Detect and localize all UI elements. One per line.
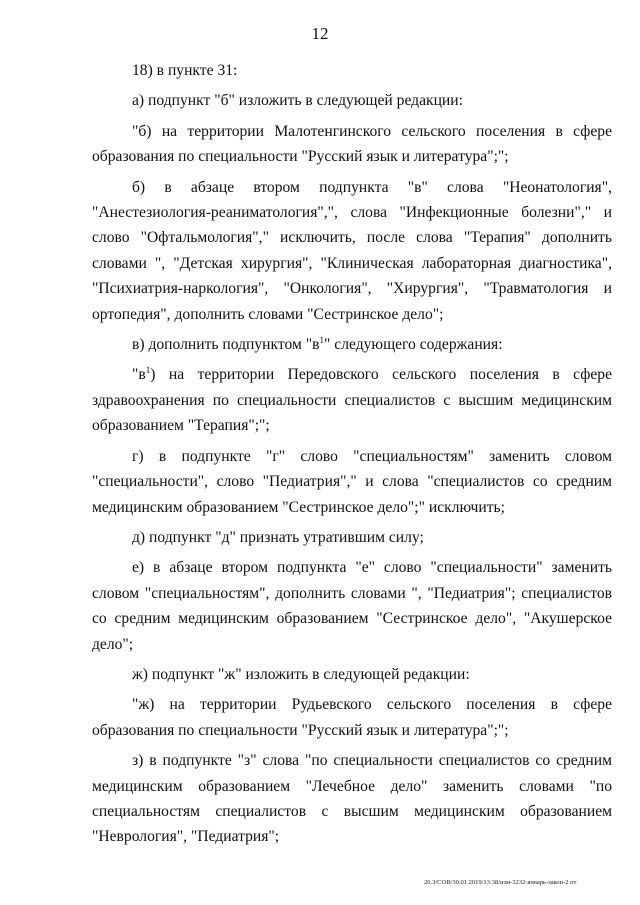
paragraph-point-18: 18) в пункте 31:: [132, 62, 238, 79]
paragraph-subpoint-z: з) в подпункте "з" слова "по специальности специалистов со средним медицинским образованием "Лечебное дело" заменить словами "по специальностям специалистов с высшим медицинским образованием "Неврология", "Педиатрия";: [92, 752, 612, 846]
superscript-marker: 1: [319, 334, 325, 345]
document-footer: 20.3/СОВ/30.01.2019/13:38/изм-3232-январь-закон-2 пт: [424, 879, 577, 886]
paragraph-subpoint-d: д) подпункт "д" признать утратившим силу;: [132, 528, 424, 546]
paragraph-quote-v1-text: ) на территории Передовского сельского поселения в сфере здравоохранения по специальности специалистов с высшим медицинским образованием "Терапия";";: [92, 366, 612, 435]
paragraph-subpoint-zh: ж) подпункт "ж" изложить в следующей редакции:: [132, 665, 470, 683]
paragraph-subpoint-v: [92, 332, 612, 357]
paragraph-quote-b: "б) на территории Малотенгинского сельского поселения в сфере образования по специальности "Русский язык и литература";";: [92, 122, 612, 166]
paragraph-subpoint-g: г) в подпункте "г" слово "специальностям" заменить словом "специальности", слово "Педиатрия"," и слова "специалистов со средним медицинским образованием "Сестринское дело";" исключить;: [92, 447, 612, 516]
page-number: 12: [311, 24, 329, 43]
paragraph-quote-zh: "ж) на территории Рудьевского сельского поселения в сфере образования по специальности "Русский язык и литература";";: [92, 696, 612, 739]
paragraph-subpoint-a: а) подпункт "б" изложить в следующей редакции:: [132, 92, 463, 110]
paragraph-subpoint-v-text: в) дополнить подпунктом "в: [132, 336, 320, 354]
paragraph-quote-v1: [92, 362, 612, 438]
paragraph-subpoint-e: е) в абзаце втором подпункта "е" слово "специальности" заменить словом "специальностям", дополнить словами ", "Педиатрия"; специалистов со средним медицинским образованием "Сестринское дело", "Акушерское дело";: [92, 559, 612, 653]
paragraph-subpoint-b: б) в абзаце втором подпункта "в" слова "Неонатология", "Анестезиология-реаниматология",", слова "Инфекционные болезни"," и слово "Офтальмология"," исключить, после слова "Терапия" дополнить словами ", "Детская хирургия", "Клиническая лабораторная диагностика", "Психиатрия-наркология", "Онкология", "Хирургия", "Травматология и ортопедия", дополнить словами "Сестринское дело";: [92, 178, 612, 323]
superscript-marker-2: 1: [145, 365, 151, 376]
paragraph-quote-v1-start: "в: [132, 366, 146, 384]
document-body: [92, 58, 612, 850]
paragraph-subpoint-v-tail: " следующего содержания:: [324, 336, 503, 354]
